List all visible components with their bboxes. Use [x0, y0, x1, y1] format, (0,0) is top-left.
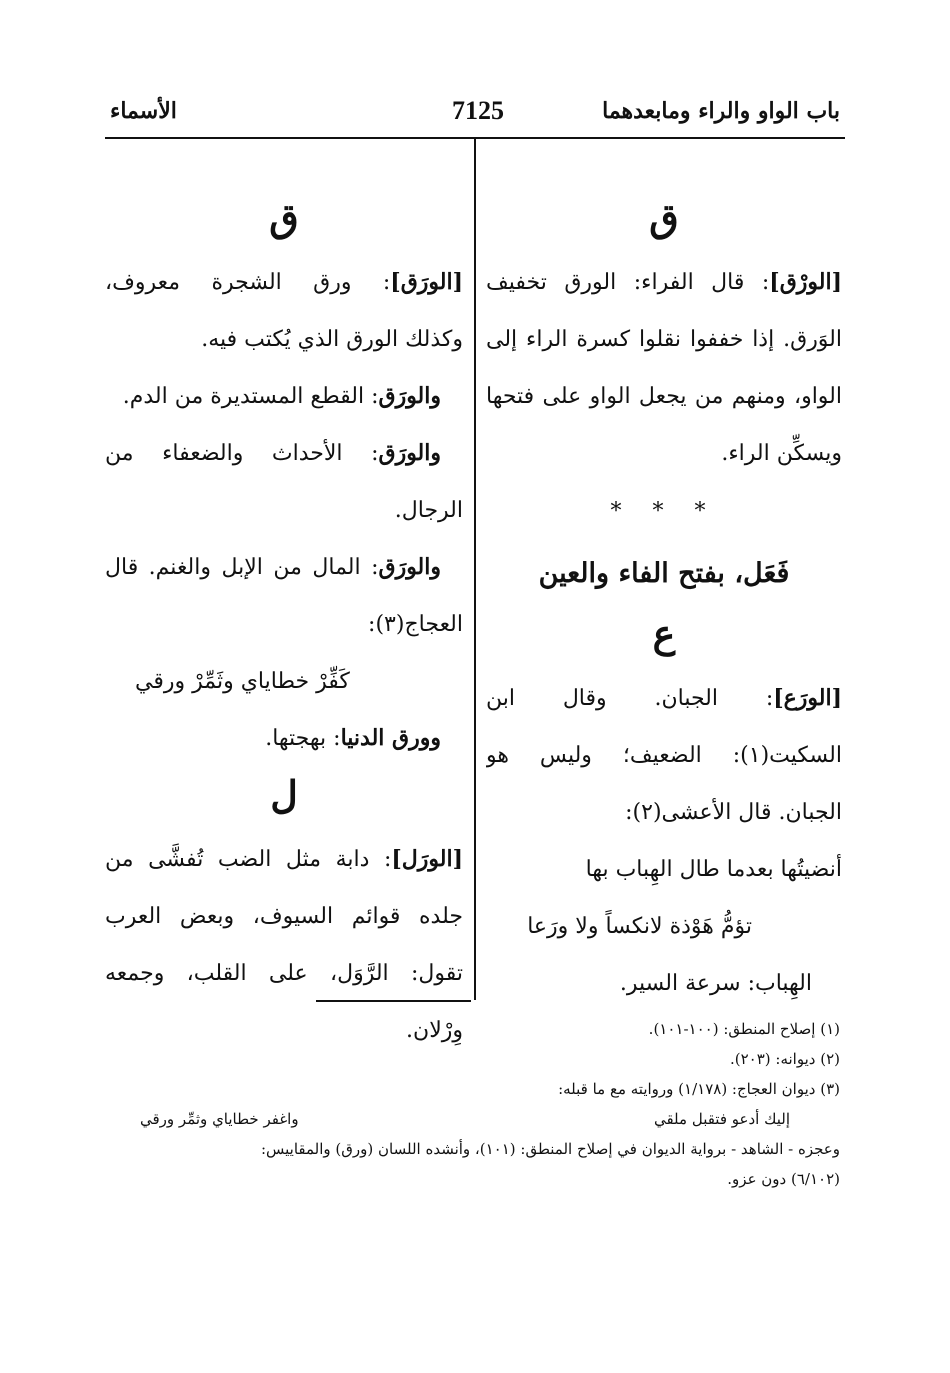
- footnote-3-continued: وعجزه - الشاهد - برواية الديوان في إصلاح المنطق: (١٠١)، وأنشده اللسان (ورق) والمقاييس:: [260, 1140, 840, 1158]
- entry-line: [486, 784, 842, 841]
- entry-warq: [486, 254, 842, 482]
- entry-line: [486, 368, 842, 425]
- headword: [الورَل]: [391, 846, 463, 872]
- poem-verse: كَفِّرْ خطاياي وثَمِّرْ ورقي: [135, 669, 350, 694]
- headword: [الورَع]: [773, 685, 842, 711]
- footnote-1: (١) إصلاح المنطق: (١٠٠-١٠١).: [648, 1020, 840, 1038]
- definition-text: الوَرق. إذا خففوا نقلوا كسرة الراء إلى: [486, 327, 842, 352]
- footnote-verse-second-half: واغفر خطاياي وثمِّر ورقي: [140, 1110, 299, 1128]
- footnote-rule: [316, 1000, 471, 1002]
- definition-text: الرجال.: [394, 498, 463, 523]
- definition-text: : الجبان. وقال ابن: [486, 686, 774, 711]
- entry-line: [105, 311, 463, 368]
- footnote-3-verse: [110, 1104, 840, 1134]
- pattern-heading: فَعَل، بفتح الفاء والعين: [538, 558, 790, 589]
- page-number: 7125: [452, 96, 504, 125]
- entry-line: [105, 425, 463, 482]
- definition-text: : ورق الشجرة معروف،: [105, 270, 391, 295]
- entry-line: [105, 368, 463, 425]
- right-column: [486, 190, 842, 1012]
- headword: وورق الدنيا: [340, 725, 441, 751]
- entry-line: [105, 482, 463, 539]
- headword: [الورْق]: [769, 269, 842, 295]
- headword: والورَق: [378, 554, 441, 580]
- column-divider: [474, 137, 476, 1000]
- footnote-verse-first-half: إليك أدعو فتقبل ملقي: [653, 1110, 790, 1128]
- footnotes: [110, 1014, 840, 1194]
- section-separator: * * *: [610, 499, 718, 524]
- letter-heading-lam: ل: [270, 772, 298, 817]
- letter-heading-qaf: ق: [269, 195, 299, 240]
- entry-line: [105, 539, 463, 596]
- definition-text: السكيت(١): الضعيف؛ وليس هو: [486, 743, 842, 768]
- definition-text: جلده قوائم السيوف، وبعض العرب: [105, 904, 463, 929]
- entry-line: [486, 425, 842, 482]
- definition-text: : الأحداث والضعفاء من: [105, 441, 379, 466]
- chapter-title: باب الواو والراء ومابعدهما: [602, 98, 840, 124]
- gloss-text: الهِباب: سرعة السير.: [619, 971, 812, 996]
- entry-line: [486, 254, 842, 311]
- poem-verse: أنضيتُها بعدما طال الهِباب بها: [585, 857, 842, 882]
- entry-waraq: [105, 254, 463, 767]
- definition-text: : المال من الإبل والغنم. قال: [105, 555, 379, 580]
- entry-line: [105, 596, 463, 653]
- left-column: [105, 190, 463, 1059]
- entry-line: [105, 710, 463, 767]
- definition-text: : القطع المستديرة من الدم.: [122, 384, 379, 409]
- entry-wara: [486, 670, 842, 1012]
- definition-text: العجاج(٣):: [368, 612, 463, 637]
- definition-text: وِرْلان.: [406, 1018, 463, 1043]
- definition-text: : بهجتها.: [265, 726, 341, 751]
- headword: والورَق: [378, 383, 441, 409]
- section-title: الأسماء: [110, 98, 177, 124]
- footnote-2: (٢) ديوانه: (٢٠٣).: [729, 1050, 840, 1068]
- definition-text: الجبان. قال الأعشى(٢):: [625, 800, 842, 825]
- entry-line: [486, 311, 842, 368]
- headword: [الورَق]: [390, 269, 463, 295]
- entry-line: [105, 888, 463, 945]
- entry-line: [486, 727, 842, 784]
- definition-text: تقول: الرَّوَل، على القلب، وجمعه: [105, 961, 463, 986]
- definition-text: : قال الفراء: الورق تخفيف: [486, 270, 770, 295]
- definition-text: الواو، ومنهم من يجعل الواو على فتحها: [486, 384, 842, 409]
- entry-line: [105, 831, 463, 888]
- entry-line: [105, 945, 463, 1002]
- definition-text: : دابة مثل الضب تُفشَّى من: [105, 847, 392, 872]
- entry-line: [486, 670, 842, 727]
- definition-text: وكذلك الورق الذي يُكتب فيه.: [201, 327, 463, 352]
- letter-heading-ain: ع: [652, 611, 676, 656]
- definition-text: ويسكِّن الراء.: [721, 441, 842, 466]
- entry-line: [105, 254, 463, 311]
- poem-verse: تؤمُّ هَوْذة لانكساً ولا ورَعا: [527, 914, 752, 939]
- headword: والورَق: [378, 440, 441, 466]
- footnote-3-end: (٦/١٠٢) دون عزو.: [727, 1170, 840, 1188]
- footnote-3: (٣) ديوان العجاج: (١/١٧٨) وروايته مع ما قبله:: [558, 1080, 840, 1098]
- letter-heading-qaf: ق: [649, 195, 679, 240]
